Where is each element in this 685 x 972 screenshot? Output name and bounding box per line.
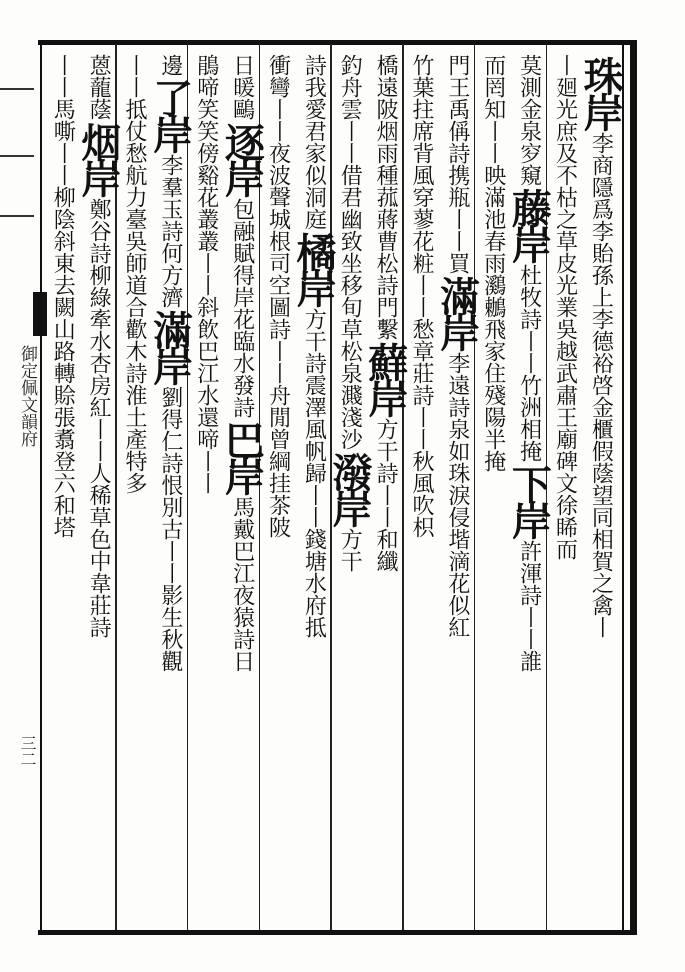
entry-text: 馬嘶丨丨柳陰斜東去闕山路轉賒張翥登六和塔 xyxy=(50,98,76,538)
entry-text: 衝彎丨丨夜波聲 xyxy=(265,54,291,208)
entry-text: 方干詩震澤風帆歸丨丨錢塘水府抵 xyxy=(301,308,327,638)
entry-text: 李遠詩泉如珠淚侵堦滴花似紅 xyxy=(444,352,470,638)
entry-text: 家住殘陽半掩 xyxy=(480,340,506,472)
entry-text: 杜牧詩丨丨竹洲相掩 xyxy=(516,264,542,462)
entry-heading: 滿岸 xyxy=(146,310,194,382)
entry-text: 李商隱爲李貽孫上李德裕啓金櫃假蔭望同相賀之禽丨 xyxy=(588,132,614,638)
entry-text: 鄭谷詩柳綠牽水杏房紅丨丨人稀草色中韋莊詩 xyxy=(86,198,112,638)
entry-heading: 珠岸 xyxy=(577,56,625,128)
entry-text: 門王禹偁詩携瓶丨丨買 xyxy=(444,54,470,274)
page-number: 三二 xyxy=(18,735,37,767)
margin-tick xyxy=(0,215,34,217)
entry-text: 臺吳師道合歡木詩淮土產特多 xyxy=(121,208,147,494)
entry-text: 鵑啼 xyxy=(193,54,219,98)
entry-text: 橋遠陂烟雨種菰蔣曹松詩門繫 xyxy=(373,54,399,340)
entry-text: 城根司空圖詩丨丨舟閒曾綱挂茶陂 xyxy=(265,208,291,538)
entry-text: 草松泉濺淺沙 xyxy=(337,318,363,450)
entry-heading: 了岸 xyxy=(146,78,194,150)
entry-text: 粧丨丨愁章莊詩丨丨秋風吹枳 xyxy=(408,252,434,538)
entry-text: 包融賦得岸花臨水發詩 xyxy=(229,198,255,418)
entry-heading: 烟岸 xyxy=(74,122,122,194)
entry-heading: 巴岸 xyxy=(218,420,266,492)
entry-heading: 蘚岸 xyxy=(361,342,409,414)
entry-text: 馬戴巴江夜猿詩日 xyxy=(229,496,255,672)
bottom-border xyxy=(38,930,636,935)
margin-tick xyxy=(0,155,34,157)
entry-text: 丨丨抵仗愁航力 xyxy=(121,54,147,208)
entry-text: 李羣玉詩何方濟 xyxy=(157,154,183,308)
entry-heading: 下岸 xyxy=(505,464,553,536)
page-margin xyxy=(0,0,38,972)
entry-text: 丨廻光庶及不枯之草皮光業吳越武肅王廟碑文徐睎而 xyxy=(552,54,578,560)
entry-text: 莫測金泉穸窺 xyxy=(516,54,542,186)
entry-text: 而罔知丨丨 xyxy=(480,54,506,164)
entry-heading: 逐岸 xyxy=(218,122,266,194)
entry-text: 詩我愛君家似洞庭 xyxy=(301,54,327,230)
entry-heading: 藤岸 xyxy=(505,188,553,260)
entry-text: 方干 xyxy=(337,528,363,572)
entry-text: 蒽蘢蔭 xyxy=(86,54,112,120)
entry-text: 丨丨 xyxy=(50,54,76,98)
margin-tick xyxy=(0,88,34,90)
entry-text: 飲巴江水還啼丨丨 xyxy=(193,318,219,494)
entry-text: 許渾詩丨丨誰 xyxy=(516,540,542,672)
entry-text: 竹葉拄席背風穿蓼花 xyxy=(408,54,434,252)
text-column xyxy=(38,54,86,926)
entry-text: 映滿池春雨鸂鶒飛 xyxy=(480,164,506,340)
entry-text: 邊 xyxy=(157,54,183,76)
book-title: 御定佩文韻府 xyxy=(17,345,37,447)
entry-text: 劉得仁詩恨別古丨丨影生秋觀 xyxy=(157,386,183,672)
entry-heading: 滿岸 xyxy=(433,276,481,348)
entry-text: 笑笑傍谿花叢叢丨丨斜 xyxy=(193,98,219,318)
entry-text: 日暖鷗 xyxy=(229,54,255,120)
right-border xyxy=(630,40,637,935)
entry-heading: 潑岸 xyxy=(325,452,373,524)
entry-text: 釣舟雲丨丨借君幽致坐移旬 xyxy=(337,54,363,318)
entry-heading: 橘岸 xyxy=(290,232,338,304)
entry-text: 方干詩丨丨和纖 xyxy=(373,418,399,572)
